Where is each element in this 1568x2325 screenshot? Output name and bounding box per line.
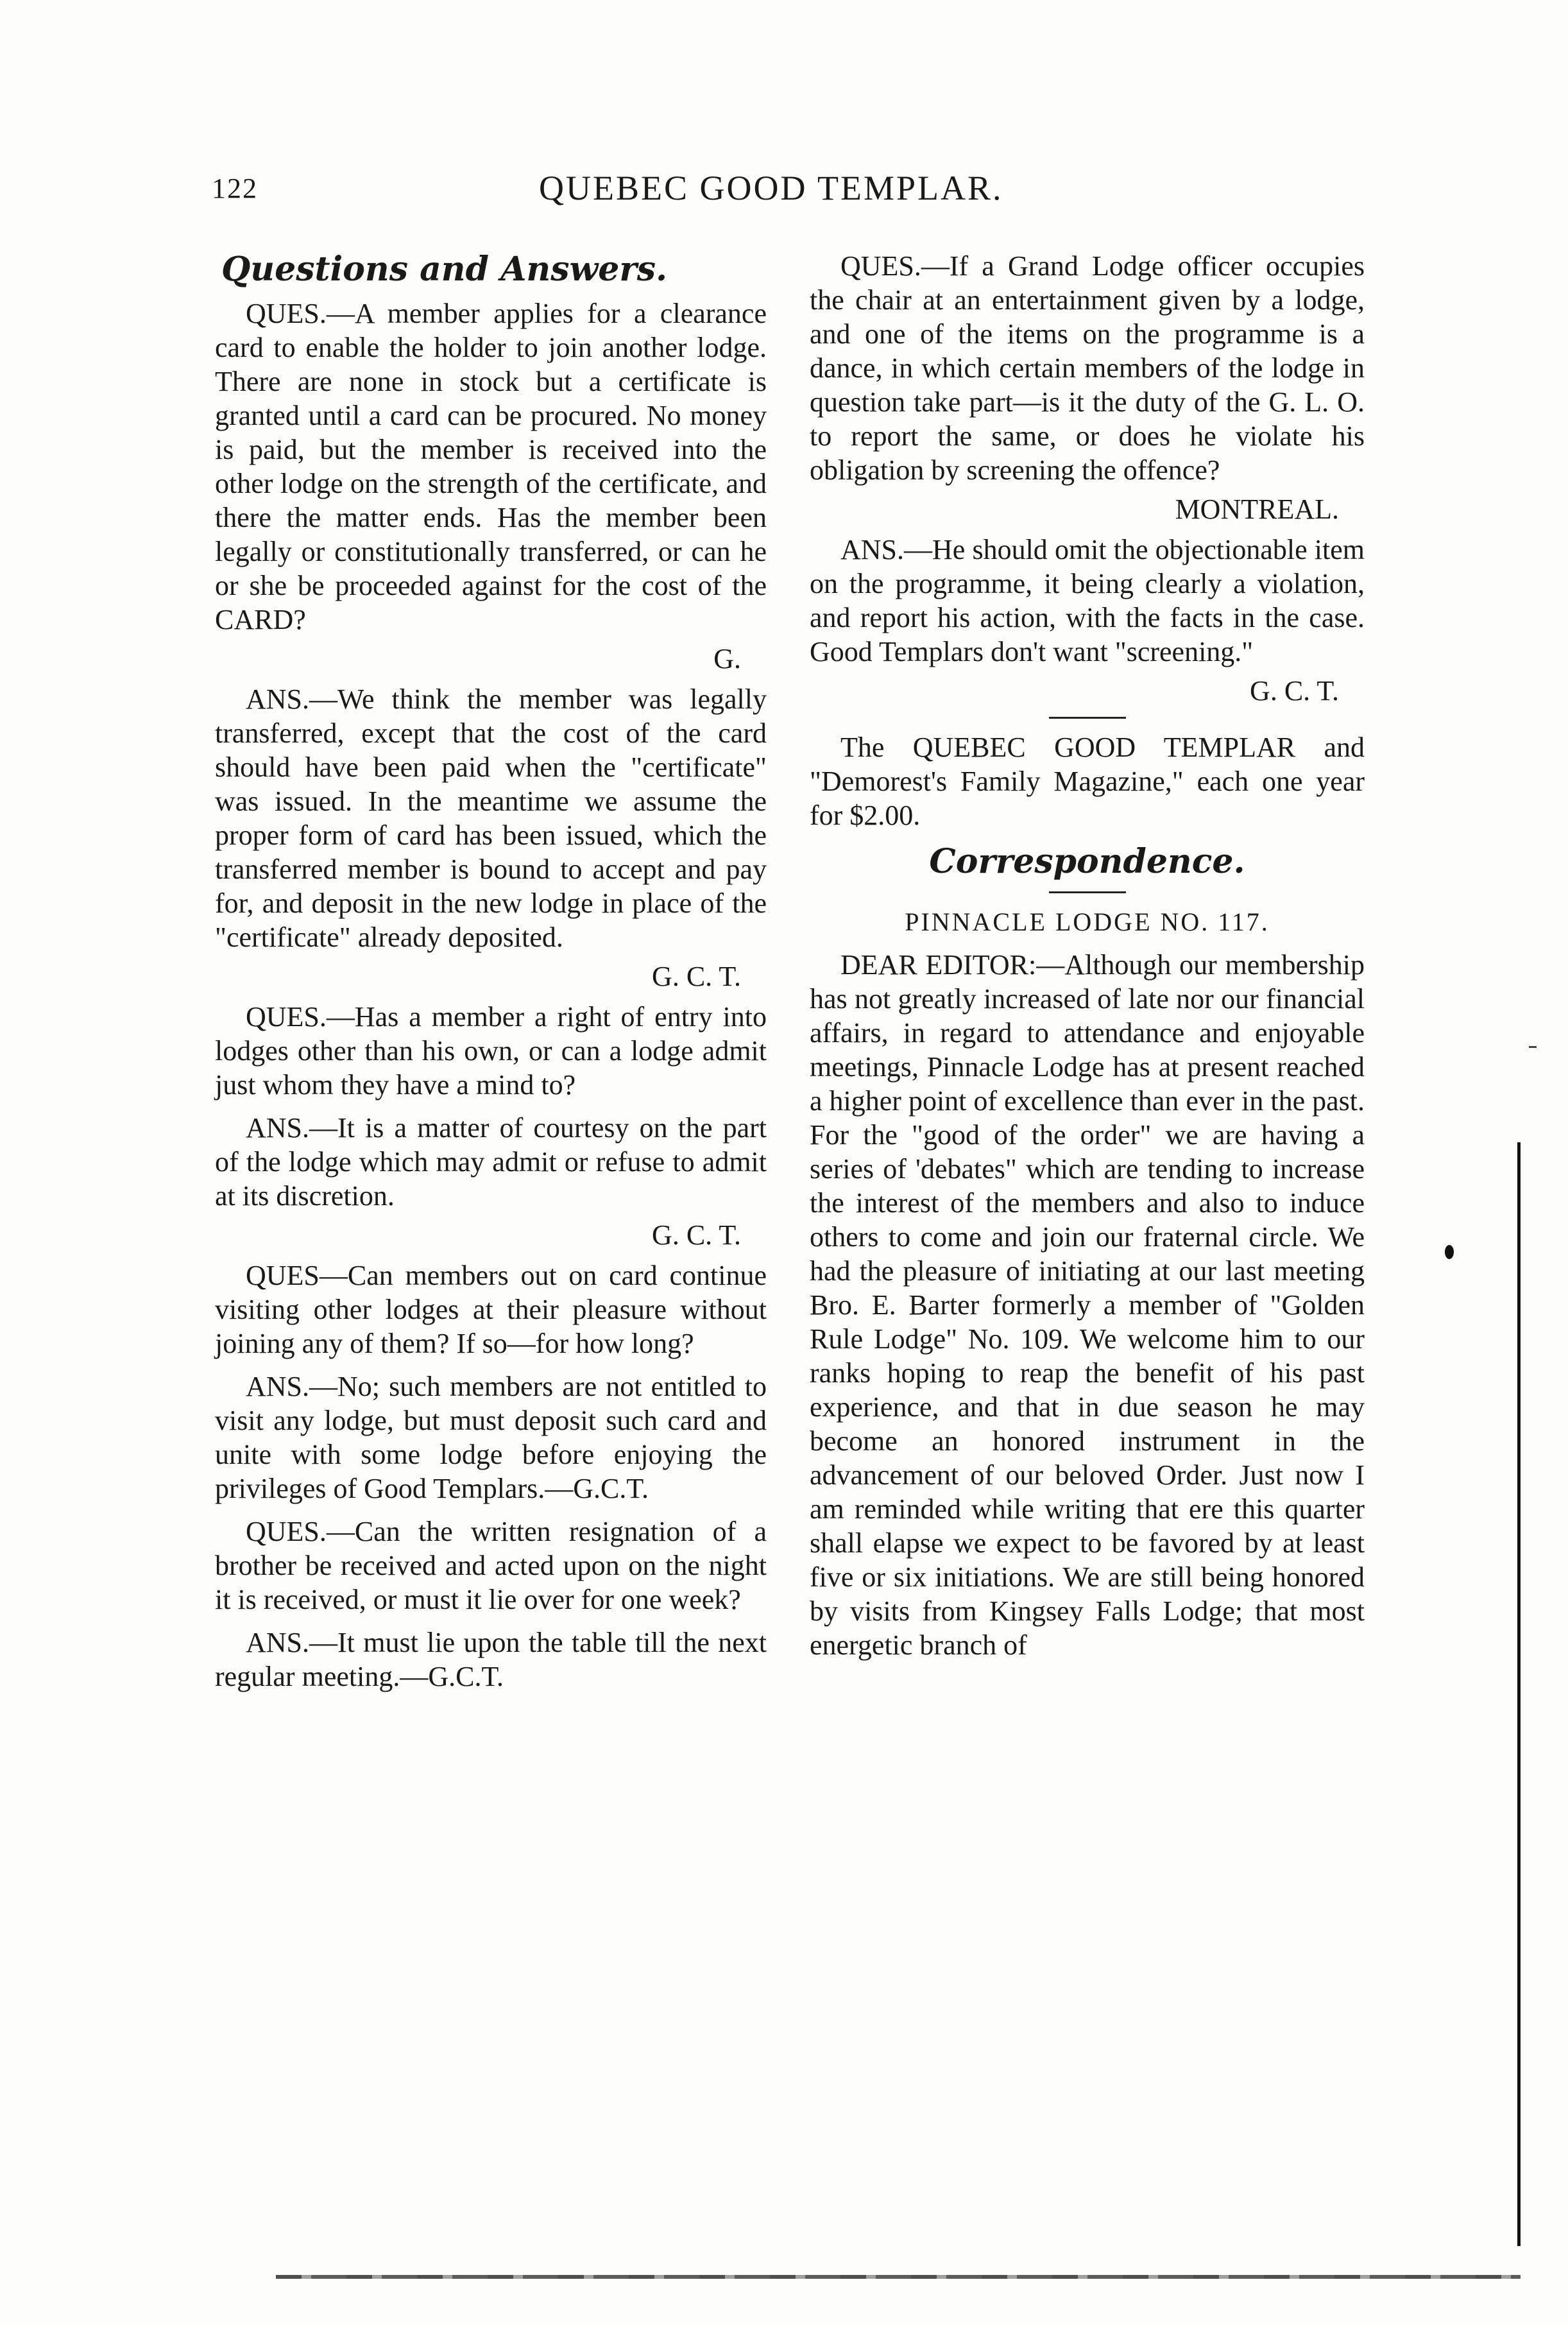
question-4: QUES.—Can the written resignation of a brother be received and acted upon on the night it is received, or must it lie over for one week? (215, 1516, 767, 1615)
question-5-signature: MONTREAL. (1175, 493, 1339, 525)
bottom-scan-edge (276, 2275, 1521, 2279)
question-2: QUES.—Has a member a right of entry into lodges other than his own, or can a lodge admit just whom they have a mind to? (215, 1001, 767, 1101)
answer-5-signature: G. C. T. (1250, 675, 1339, 707)
answer-1: ANS.—We think the member was legally transferred, except that the cost of the card should have been paid when the "certificate" was issued. In the meantime we assume the proper form of card has been issued, which the transferred member is bound to accept and pay for, and deposit in the new lodge in place of the "certificate" already deposited. (215, 683, 767, 953)
section-heading-correspondence: Correspondence. (929, 842, 1245, 881)
divider-rule (1049, 717, 1126, 719)
page-number: 122 (212, 173, 258, 204)
right-column (810, 249, 1365, 1671)
question-3: QUES—Can members out on card continue visiting other lodges at their pleasure without joining any of them? If so—for how long? (215, 1260, 767, 1359)
page-header (0, 169, 1568, 210)
ink-blot (1445, 1245, 1454, 1259)
answer-4: ANS.—It must lie upon the table till the next regular meeting.—G.C.T. (215, 1627, 767, 1692)
divider-rule-2 (1049, 891, 1126, 893)
section-heading-questions: Questions and Answers. (221, 250, 668, 289)
answer-2: ANS.—It is a matter of courtesy on the part of the lodge which may admit or refuse to admit at its discretion. (215, 1112, 767, 1212)
correspondence-letter: DEAR EDITOR:—Although our membership has not greatly increased of late nor our financial affairs, in regard to attendance and enjoyable meetings, Pinnacle Lodge has at present reached a higher point of excellence than ever in the past. For the "good of the order" we are having a series of 'debates" which are tending to increase the interest of the members and also to induce others to come and join our fraternal circle. We had the pleasure of initiating at our last meeting Bro. E. Barter formerly a member of "Golden Rule Lodge" No. 109. We welcome him to our ranks hoping to reap the benefit of his past experience, and that in due season he may become an honored instrument in the advancement of our beloved Order. Just now I am reminded while writing that ere this quarter shall elapse we expect to be favored by at least five or six initiations. We are still being honored by visits from Kingsey Falls Lodge; that most energetic branch of (810, 949, 1365, 1661)
running-title: QUEBEC GOOD TEMPLAR. (539, 169, 1003, 207)
subscription-notice: The QUEBEC GOOD TEMPLAR and "Demorest's Family Magazine," each one year for $2.00. (810, 732, 1365, 831)
question-5: QUES.—If a Grand Lodge officer occupies the chair at an entertainment given by a lodge, and one of the items on the programme is a dance, in which certain members of the lodge in question take part—is it the duty of the G. L. O. to report the same, or does he violate his obligation by screening the offence? (810, 250, 1365, 486)
letter-subheading: PINNACLE LODGE NO. 117. (905, 907, 1270, 936)
question-1: QUES.—A member applies for a clearance card to enable the holder to join another lodge. There are none in stock but a certificate is granted until a card can be procured. No money is paid, but the member is received into the other lodge on the strength of the certificate, and there the matter ends. Has the member been legally or constitutionally transferred, or can he or she be proceeded against for the cost of the CARD? (215, 298, 767, 635)
answer-1-signature: G. C. T. (652, 961, 741, 992)
question-1-signature: G. (713, 643, 741, 674)
answer-3: ANS.—No; such members are not entitled to visit any lodge, but must deposit such card and unite with some lodge before enjoying the privileges of Good Templars.—G.C.T. (215, 1371, 767, 1504)
answer-2-signature: G. C. T. (652, 1219, 741, 1251)
margin-tick (1529, 1046, 1537, 1048)
answer-5: ANS.—He should omit the objectionable item on the programme, it being clearly a violation, and report his action, with the facts in the case. Good Templars don't want "screening." (810, 534, 1365, 667)
margin-line (1517, 1142, 1521, 2246)
left-column (215, 249, 767, 1703)
